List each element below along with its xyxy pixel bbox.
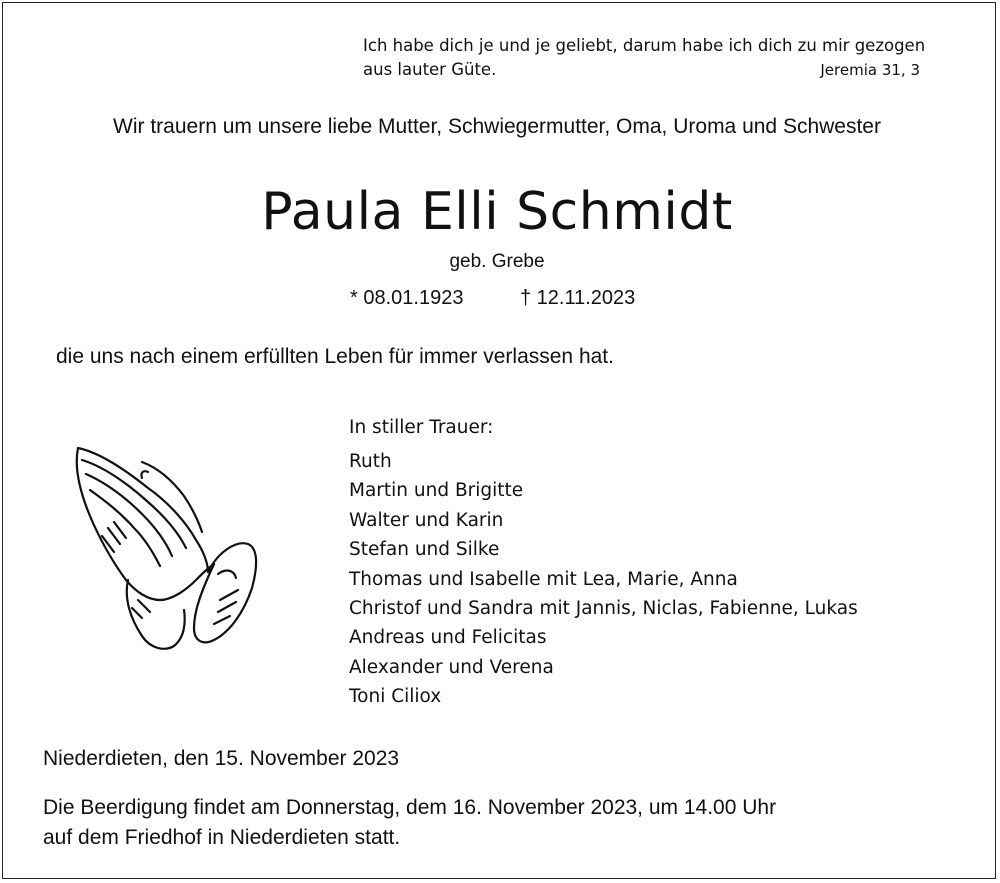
farewell-text: die uns nach einem erfüllten Leben für immer verlassen hat. (56, 345, 614, 368)
funeral-notice (43, 793, 776, 853)
verse-reference: Jeremia 31, 3 (820, 61, 920, 79)
mourners-list (349, 447, 858, 712)
list-item: Christof und Sandra mit Jannis, Niclas, Fabienne, Lukas (349, 598, 858, 620)
deceased-name: Paula Elli Schmidt (261, 182, 733, 242)
list-item: Thomas und Isabelle mit Lea, Marie, Anna (349, 568, 738, 590)
mourners-heading: In stiller Trauer: (349, 417, 494, 438)
list-item: Ruth (349, 451, 392, 472)
funeral-line-2: auf dem Friedhof in Niederdieten statt. (43, 826, 401, 849)
place-and-date: Niederdieten, den 15. November 2023 (43, 747, 400, 770)
list-item: Toni Ciliox (349, 686, 442, 708)
death-date: † 12.11.2023 (520, 287, 636, 309)
list-item: Stefan und Silke (349, 539, 500, 561)
praying-hands-icon (68, 440, 258, 655)
list-item: Andreas und Felicitas (349, 627, 547, 649)
list-item: Alexander und Verena (349, 656, 554, 678)
list-item: Martin und Brigitte (349, 480, 524, 502)
birth-date: * 08.01.1923 (350, 287, 464, 309)
maiden-name: geb. Grebe (449, 251, 545, 272)
list-item: Walter und Karin (349, 509, 504, 531)
funeral-line-1: Die Beerdigung findet am Donnerstag, dem 16. November 2023, um 14.00 Uhr (43, 796, 777, 819)
verse-line-1: Ich habe dich je und je geliebt, darum habe ich dich zu mir gezogen (363, 36, 926, 55)
verse-line-2: aus lauter Güte. (363, 60, 497, 79)
intro-text: Wir trauern um unsere liebe Mutter, Schwiegermutter, Oma, Uroma und Schwester (113, 115, 881, 138)
